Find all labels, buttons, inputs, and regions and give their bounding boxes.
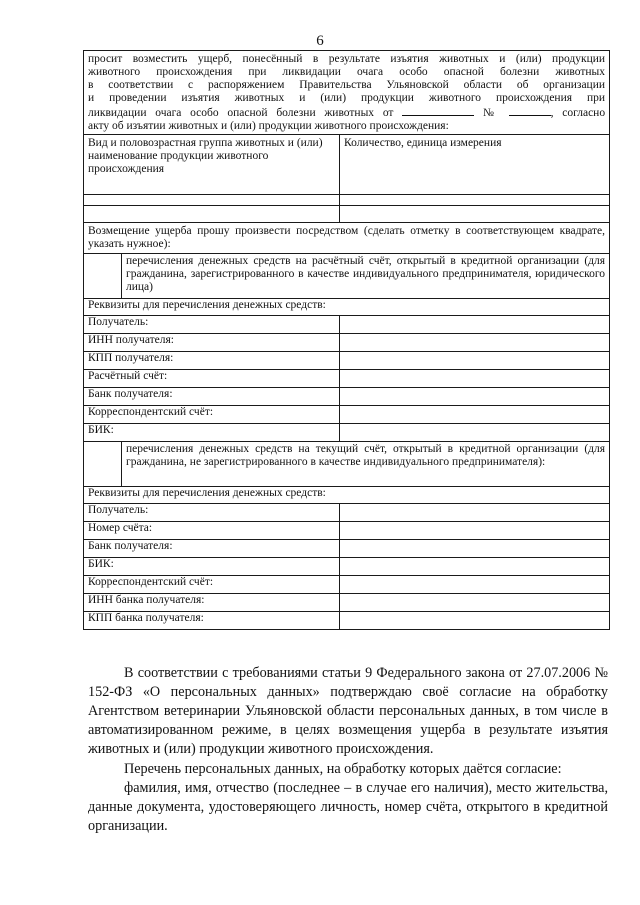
- field-label: Расчётный счёт:: [84, 370, 340, 388]
- opt2-field-row: [84, 558, 610, 576]
- field-value[interactable]: [340, 352, 610, 370]
- number-blank[interactable]: [509, 105, 551, 116]
- option2-checkbox[interactable]: [84, 442, 122, 487]
- field-label: Банк получателя:: [84, 540, 340, 558]
- opt1-field-row: [84, 406, 610, 424]
- field-label: КПП получателя:: [84, 352, 340, 370]
- field-value[interactable]: [340, 406, 610, 424]
- animals-row-2: [84, 206, 610, 223]
- consent-paragraph: В соответствии с требованиями статьи 9 Федерального закона от 27.07.2006 № 152-ФЗ «О персональных данных» подтверждаю своё согласие на обработку Агентством ветеринарии Ульяновской области персональных данных, в том числе в автоматизированном режиме, в целях возмещения ущерба в результате изъятия животных и (или) продукции животного происхождения.: [88, 665, 608, 757]
- payment-prompt-row: [84, 223, 610, 254]
- option2-row: [84, 442, 610, 487]
- opt2-field-row: [84, 504, 610, 522]
- opt1-field-row: [84, 424, 610, 442]
- field-label: ИНН банка получателя:: [84, 594, 340, 612]
- consent-section: [88, 664, 608, 836]
- intro-line: и проведении изъятия животных и (или) продукции животного происхождения при: [88, 92, 606, 104]
- field-label: Корреспондентский счёт:: [84, 406, 340, 424]
- field-value[interactable]: [340, 424, 610, 442]
- requisites-title: Реквизиты для перечисления денежных средств:: [84, 487, 610, 504]
- intro-line: в соответствии с распоряжением Правительства Ульяновской области об организации: [88, 79, 606, 91]
- personal-data-list-heading: Перечень персональных данных, на обработку которых даётся согласие:: [124, 761, 562, 777]
- field-value[interactable]: [340, 540, 610, 558]
- field-label: Банк получателя:: [84, 388, 340, 406]
- opt2-field-row: [84, 612, 610, 630]
- quantity-cell[interactable]: [340, 206, 610, 223]
- payment-prompt: Возмещение ущерба прошу произвести посредством (сделать отметку в соответствующем квадрате, указать нужное):: [84, 223, 610, 254]
- field-label: ИНН получателя:: [84, 334, 340, 352]
- intro-line: просит возместить ущерб, понесённый в результате изъятия животных и (или) продукции: [88, 53, 606, 65]
- application-form-table: [83, 50, 610, 630]
- field-value[interactable]: [340, 558, 610, 576]
- field-label: БИК:: [84, 424, 340, 442]
- option1-text: перечисления денежных средств на расчётный счёт, открытый в кредитной организации (для гражданина, зарегистрированного в качестве индивидуального предпринимателя, юридического лица): [122, 254, 610, 299]
- intro-line: животного происхождения при ликвидации очага особо опасной болезни животных: [88, 66, 606, 78]
- requisites-title: Реквизиты для перечисления денежных средств:: [84, 299, 610, 316]
- field-value[interactable]: [340, 316, 610, 334]
- opt1-field-row: [84, 388, 610, 406]
- opt1-field-row: [84, 370, 610, 388]
- opt2-field-row: [84, 522, 610, 540]
- opt2-field-row: [84, 576, 610, 594]
- opt1-field-row: [84, 334, 610, 352]
- intro-row: [84, 51, 610, 135]
- option1-checkbox[interactable]: [84, 254, 122, 299]
- field-value[interactable]: [340, 522, 610, 540]
- field-label: Получатель:: [84, 316, 340, 334]
- opt2-field-row: [84, 540, 610, 558]
- quantity-header: Количество, единица измерения: [340, 135, 610, 195]
- opt1-field-row: [84, 352, 610, 370]
- field-label: КПП банка получателя:: [84, 612, 340, 630]
- animal-type-header: Вид и половозрастная группа животных и (или) наименование продукции животного происхождения: [84, 135, 340, 195]
- quantity-cell[interactable]: [340, 195, 610, 206]
- field-label: Получатель:: [84, 504, 340, 522]
- field-value[interactable]: [340, 612, 610, 630]
- option2-text: перечисления денежных средств на текущий счёт, открытый в кредитной организации (для гражданина, не зарегистрированного в качестве индивидуального предпринимателя):: [122, 442, 610, 487]
- field-value[interactable]: [340, 594, 610, 612]
- animals-row-1: [84, 195, 610, 206]
- intro-text: ликвидации очага особо опасной болезни животных от: [88, 107, 394, 119]
- date-blank[interactable]: [402, 105, 474, 116]
- field-value[interactable]: [340, 388, 610, 406]
- intro-cell: [84, 51, 610, 135]
- field-value[interactable]: [340, 576, 610, 594]
- field-label: Номер счёта:: [84, 522, 340, 540]
- option1-requisites-title-row: [84, 299, 610, 316]
- personal-data-list: фамилия, имя, отчество (последнее – в случае его наличия), место жительства, данные документа, удостоверяющего личность, номер счёта, открытого в кредитной организации.: [88, 780, 608, 834]
- field-value[interactable]: [340, 504, 610, 522]
- animal-type-cell[interactable]: [84, 206, 340, 223]
- field-value[interactable]: [340, 370, 610, 388]
- field-label: Корреспондентский счёт:: [84, 576, 340, 594]
- animal-type-cell[interactable]: [84, 195, 340, 206]
- intro-line: акту об изъятии животных и (или) продукции животного происхождения:: [88, 120, 449, 132]
- intro-text: , согласно: [550, 107, 606, 119]
- option2-requisites-title-row: [84, 487, 610, 504]
- number-sign: №: [482, 107, 500, 119]
- field-value[interactable]: [340, 334, 610, 352]
- animals-header-row: [84, 135, 610, 195]
- opt2-field-row: [84, 594, 610, 612]
- field-label: БИК:: [84, 558, 340, 576]
- opt1-field-row: [84, 316, 610, 334]
- page-number: 6: [316, 33, 324, 49]
- intro-line-with-blanks: [88, 105, 605, 120]
- option1-row: [84, 254, 610, 299]
